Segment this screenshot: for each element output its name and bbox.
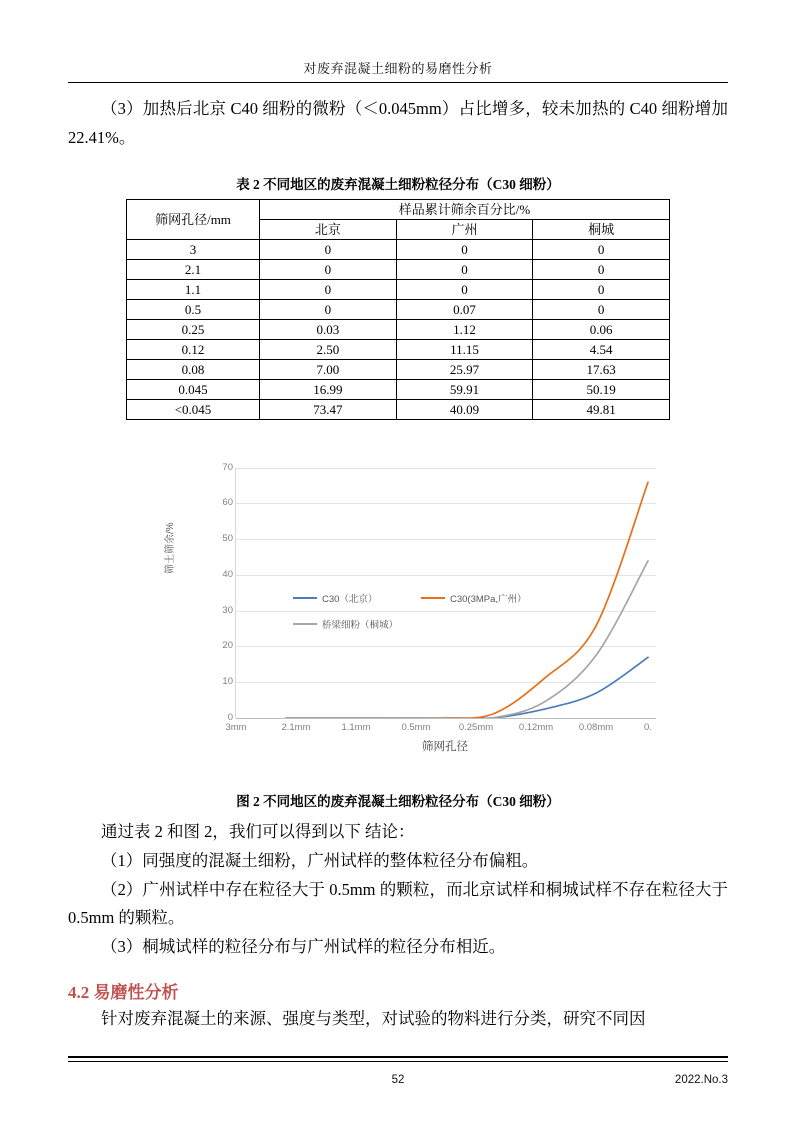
paragraph-4: （2）广州试样中存在粒径大于 0.5mm 的颗粒，而北京试样和桐城试样不存在粒径大于 0.5mm 的颗粒。 <box>68 879 728 928</box>
chart-x-axis-label: 筛网孔径 <box>422 740 468 753</box>
x-tick: 3mm <box>225 721 247 733</box>
section-heading: 4.2 易磨性分析 <box>68 983 179 1003</box>
footer-rule-thick <box>68 1056 728 1058</box>
y-tick: 50 <box>222 533 233 545</box>
cell-guangzhou: 11.15 <box>396 339 533 359</box>
legend-label: 桥梁细粉（桐城） <box>322 619 399 631</box>
table-header-group: 样品累计筛余百分比/% <box>260 199 670 219</box>
footer-rule-thin <box>68 1061 728 1062</box>
header-rule <box>68 82 728 83</box>
y-tick: 40 <box>222 568 233 580</box>
table-header-guangzhou: 广州 <box>396 219 533 239</box>
issue-label: 2022.No.3 <box>674 1074 728 1086</box>
legend-item-beijing[interactable] <box>293 591 377 605</box>
y-tick: 0 <box>227 711 233 723</box>
cell-guangzhou: 0 <box>396 259 533 279</box>
x-tick: 2.1mm <box>281 721 311 733</box>
cell-sieve: 0.12 <box>127 339 260 359</box>
cell-guangzhou: 0 <box>396 279 533 299</box>
cell-beijing: 0 <box>260 279 397 299</box>
legend-item-guangzhou[interactable] <box>421 591 527 605</box>
cell-guangzhou: 59.91 <box>396 379 533 399</box>
table-row <box>127 259 670 279</box>
cell-guangzhou: 0.07 <box>396 299 533 319</box>
x-tick: 0.08mm <box>578 721 614 733</box>
x-tick: 0. <box>644 721 652 733</box>
cell-beijing: 16.99 <box>260 379 397 399</box>
cell-sieve: 0.08 <box>127 359 260 379</box>
cell-tongcheng: 0 <box>533 299 670 319</box>
table-row <box>127 359 670 379</box>
table-row <box>127 379 670 399</box>
table-caption: 表 2 不同地区的废弃混凝土细粉粒径分布（C30 细粉） <box>236 176 560 192</box>
table-row <box>127 279 670 299</box>
chart-y-axis-label: 筛土筛余/% <box>165 522 176 574</box>
paragraph-5: （3）桐城试样的粒径分布与广州试样的粒径分布相近。 <box>101 937 506 957</box>
cell-sieve: 0.5 <box>127 299 260 319</box>
cell-tongcheng: 0 <box>533 239 670 259</box>
cell-beijing: 0 <box>260 299 397 319</box>
cell-beijing: 0 <box>260 239 397 259</box>
paragraph-2: 通过表 2 和图 2，我们可以得到以下 结论： <box>101 821 415 841</box>
chart-x-axis <box>236 718 656 719</box>
page-content <box>68 0 728 1034</box>
x-tick: 0.12mm <box>518 721 554 733</box>
table-header-tongcheng: 桐城 <box>533 219 670 239</box>
cell-beijing: 0.03 <box>260 319 397 339</box>
cell-tongcheng: 17.63 <box>533 359 670 379</box>
cell-sieve: 1.1 <box>127 279 260 299</box>
table-row <box>127 319 670 339</box>
y-tick: 30 <box>222 604 233 616</box>
legend-swatch-icon <box>293 623 317 625</box>
legend-swatch-icon <box>293 597 317 599</box>
running-header: 对废弃混凝土细粉的易磨性分析 <box>303 61 493 76</box>
cell-sieve: 2.1 <box>127 259 260 279</box>
cell-sieve: 3 <box>127 239 260 259</box>
cell-guangzhou: 0 <box>396 239 533 259</box>
cell-guangzhou: 1.12 <box>396 319 533 339</box>
cell-beijing: 0 <box>260 259 397 279</box>
cell-sieve: 0.25 <box>127 319 260 339</box>
sieve-distribution-table <box>126 199 670 420</box>
cell-tongcheng: 4.54 <box>533 339 670 359</box>
table-header-beijing: 北京 <box>260 219 397 239</box>
cell-guangzhou: 40.09 <box>396 399 533 419</box>
y-tick: 10 <box>222 675 233 687</box>
cell-beijing: 73.47 <box>260 399 397 419</box>
legend-swatch-icon <box>421 597 445 599</box>
table-header-sieve: 筛网孔径/mm <box>127 199 260 239</box>
cell-beijing: 2.50 <box>260 339 397 359</box>
paragraph-3: （1）同强度的混凝土细粉，广州试样的整体粒径分布偏粗。 <box>101 850 539 870</box>
table-row <box>127 339 670 359</box>
cell-beijing: 7.00 <box>260 359 397 379</box>
x-tick: 0.5mm <box>401 721 431 733</box>
x-tick: 0.25mm <box>458 721 494 733</box>
table-row <box>127 239 670 259</box>
cell-sieve: <0.045 <box>127 399 260 419</box>
cell-tongcheng: 49.81 <box>533 399 670 419</box>
cell-tongcheng: 0.06 <box>533 319 670 339</box>
table-row <box>127 399 670 419</box>
page-number: 52 <box>391 1074 405 1086</box>
cell-sieve: 0.045 <box>127 379 260 399</box>
figure-chart <box>68 454 728 784</box>
paragraph-6: 针对废弃混凝土的来源、强度与类型，对试验的物料进行分类，研究不同因 <box>101 1009 646 1029</box>
cell-tongcheng: 50.19 <box>533 379 670 399</box>
x-tick: 1.1mm <box>341 721 371 733</box>
y-tick: 70 <box>222 461 233 473</box>
y-tick: 20 <box>222 640 233 652</box>
table-row <box>127 299 670 319</box>
figure-caption: 图 2 不同地区的废弃混凝土细粉粒径分布（C30 细粉） <box>236 793 560 809</box>
cell-guangzhou: 25.97 <box>396 359 533 379</box>
legend-label: C30（北京） <box>322 593 378 605</box>
legend-item-tongcheng[interactable] <box>293 617 398 631</box>
table-header-row-1 <box>127 199 670 219</box>
legend-label: C30(3MPa,广州） <box>450 593 527 605</box>
cell-tongcheng: 0 <box>533 259 670 279</box>
chart-area <box>163 454 683 754</box>
cell-tongcheng: 0 <box>533 279 670 299</box>
y-tick: 60 <box>222 497 233 509</box>
paragraph-1: （3）加热后北京 C40 细粉的微粉（＜0.045mm）占比增多，较未加热的 C40 细粉增加 22.41%。 <box>68 99 728 147</box>
